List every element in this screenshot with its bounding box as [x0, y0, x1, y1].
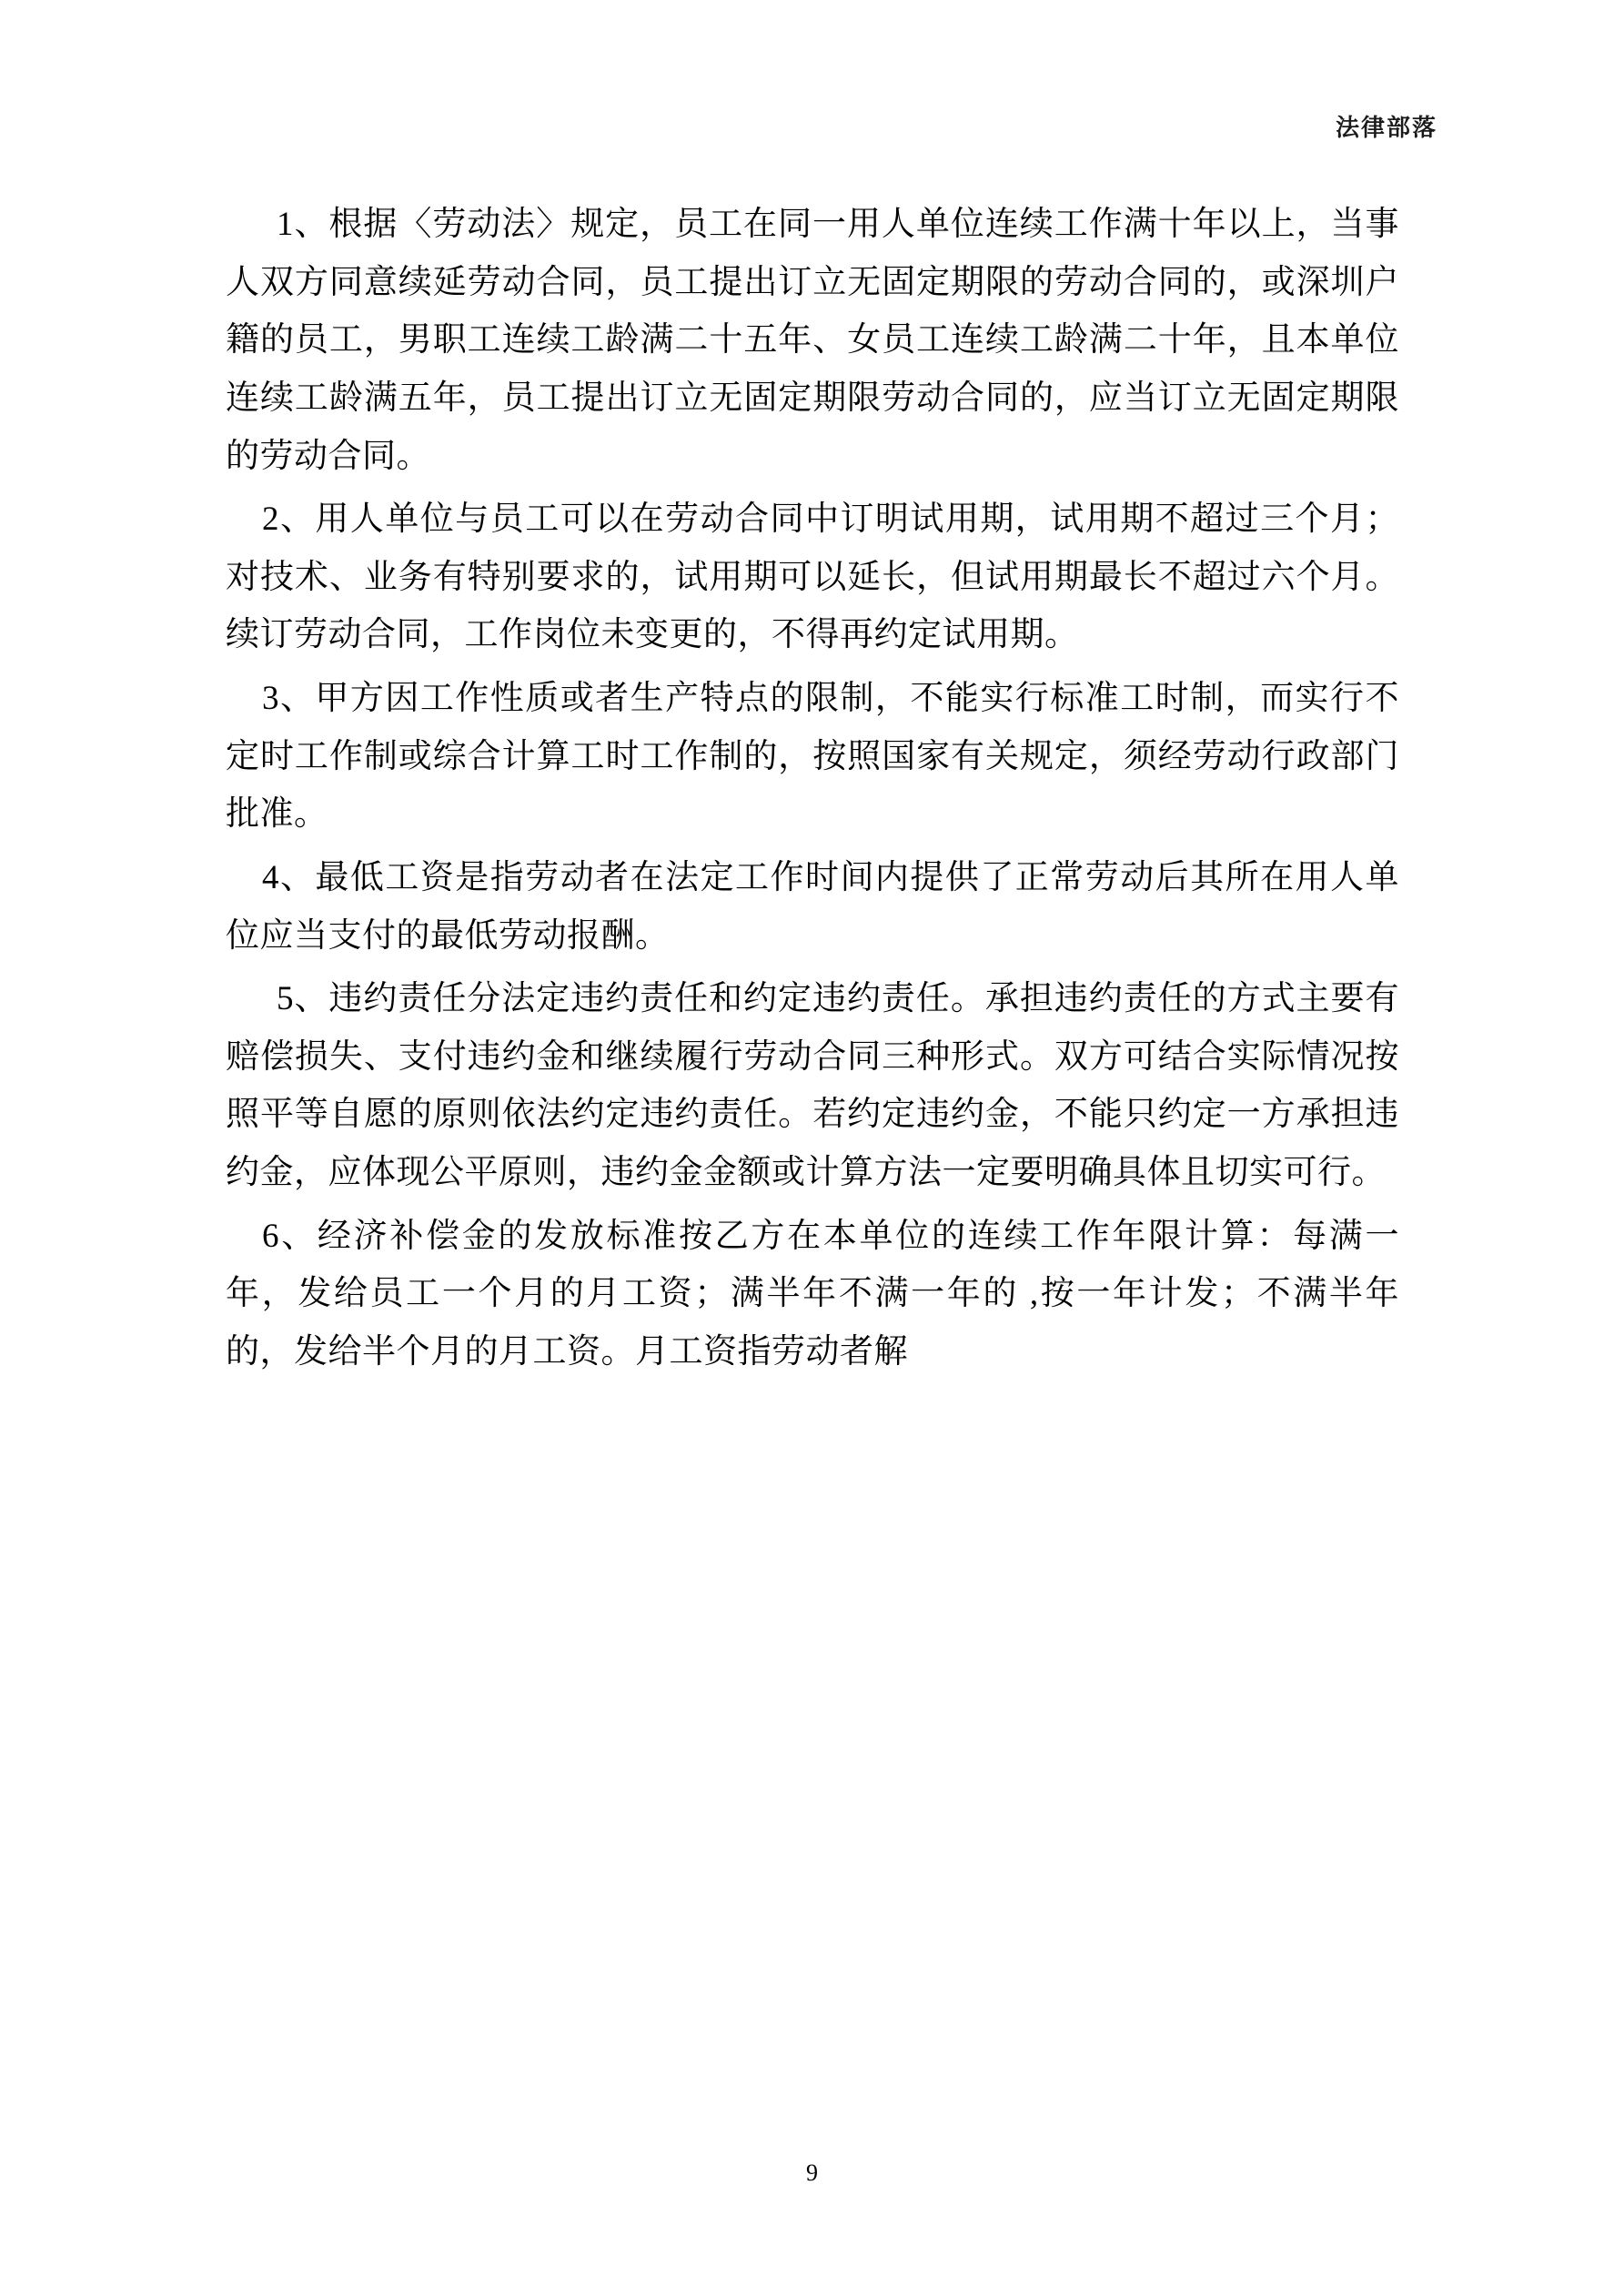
document-body [226, 196, 1399, 1387]
paragraph-4: 4、最低工资是指劳动者在法定工作时间内提供了正常劳动后其所在用人单位应当支付的最低劳动报酬。 [226, 858, 1399, 955]
paragraph-2: 2、用人单位与员工可以在劳动合同中订明试用期，试用期不超过三个月；对技术、业务有特别要求的，试用期可以延长，但试用期最长不超过六个月。续订劳动合同，工作岗位未变更的，不得再约定试用期。 [226, 501, 1399, 654]
paragraph-3: 3、甲方因工作性质或者生产特点的限制，不能实行标准工时制，而实行不定时工作制或综合计算工时工作制的，按照国家有关规定，须经劳动行政部门批准。 [226, 680, 1399, 834]
paragraph-1: 1、根据〈劳动法〉规定，员工在同一用人单位连续工作满十年以上，当事人双方同意续延劳动合同，员工提出订立无固定期限的劳动合同的，或深圳户籍的员工，男职工连续工龄满二十五年、女员工连续工龄满二十年，且本单位连续工龄满五年，员工提出订立无固定期限劳动合同的，应当订立无固定期限的劳动合同。 [226, 206, 1399, 475]
page-header-watermark: 法律部落 [1335, 114, 1437, 141]
page-number: 9 [806, 2159, 818, 2186]
paragraph-5: 5、违约责任分法定违约责任和约定违约责任。承担违约责任的方式主要有赔偿损失、支付违约金和继续履行劳动合同三种形式。双方可结合实际情况按照平等自愿的原则依法约定违约责任。若约定违约金，不能只约定一方承担违约金，应体现公平原则，违约金金额或计算方法一定要明确具体且切实可行。 [226, 980, 1399, 1191]
paragraph-6: 6、经济补偿金的发放标准按乙方在本单位的连续工作年限计算：每满一年，发给员工一个月的月工资；满半年不满一年的 ,按一年计发；不满半年的，发给半个月的月工资。月工资指劳动者解 [226, 1217, 1399, 1371]
